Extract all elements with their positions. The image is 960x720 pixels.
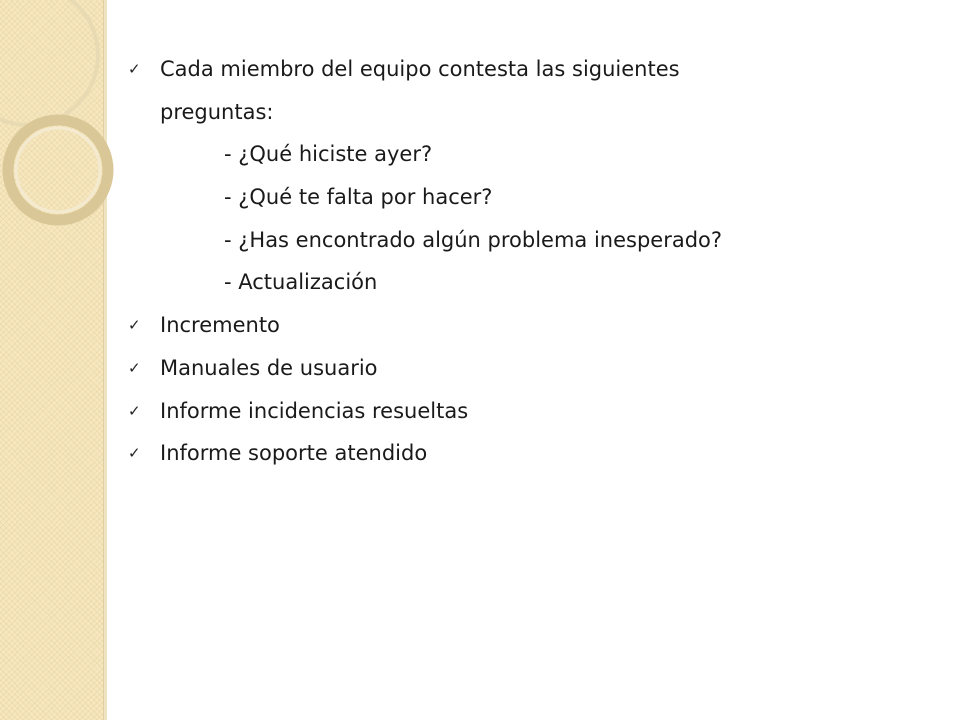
list-item [126,48,926,91]
sub-item-text: - ¿Qué hiciste ayer? [224,142,433,167]
thick-ring-highlight [16,128,100,212]
list-item [126,304,926,347]
sub-item [126,261,926,304]
check-icon: ✓ [128,358,141,377]
list-item [126,347,926,390]
list-item-text: Informe incidencias resueltas [160,398,469,423]
bullet-list [126,48,926,475]
sub-item [126,133,926,176]
large-ring [0,0,98,125]
sub-item [126,219,926,262]
sub-item [126,176,926,219]
list-item [126,390,926,433]
thick-ring [8,120,108,220]
list-item-text: Cada miembro del equipo contesta las siguientes [160,57,680,81]
decorative-rings [0,0,140,260]
list-item-text: Incremento [160,313,280,338]
sub-item-text: - ¿Qué te falta por hacer? [224,185,493,210]
check-icon: ✓ [128,60,141,78]
check-icon: ✓ [128,316,141,335]
list-item-text: Informe soporte atendido [160,441,428,466]
check-icon: ✓ [128,401,141,420]
sub-item-text: - Actualización [224,270,378,295]
list-item-text: Manuales de usuario [160,355,378,380]
check-icon: ✓ [128,444,141,463]
sub-item-text: - ¿Has encontrado algún problema inesperado? [224,227,723,252]
list-item-text: preguntas: [160,99,274,124]
list-item-continuation [126,91,926,134]
list-item [126,432,926,475]
